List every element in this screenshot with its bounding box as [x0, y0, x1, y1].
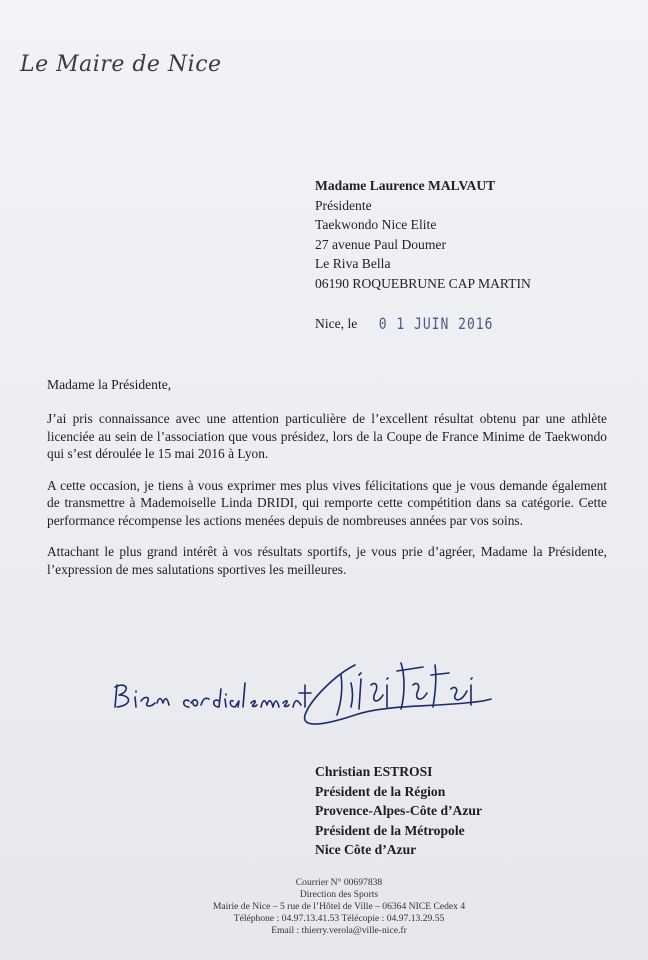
- recipient-street: 27 avenue Paul Doumer: [315, 236, 446, 252]
- recipient-building: Le Riva Bella: [315, 256, 391, 272]
- recipient-address: [315, 176, 531, 294]
- signatory-role-metropole: Président de la Métropole: [315, 822, 465, 838]
- paragraph: A cette occasion, je tiens à vous exprimer mes plus vives félicitations que je vous demande également de transmettre à Mademoiselle Linda DRIDI, qui remporte cette compétition dans sa catégorie. Cette performance récompense les actions menées depuis de nombreuses années par vos soins.: [47, 477, 607, 528]
- signatory-role-region: Président de la Région: [315, 783, 446, 799]
- date-place: Nice, le: [315, 316, 358, 331]
- footer-address: Mairie de Nice – 5 rue de l’Hôtel de Ville – 06364 NICE Cedex 4: [212, 901, 466, 912]
- date-line: [315, 316, 493, 332]
- paragraph: Attachant le plus grand intérêt à vos résultats sportifs, je vous prie d’agréer, Madame la Présidente, l’expression de mes salutations sportives les meilleures.: [47, 544, 607, 577]
- signatory-block: [315, 762, 482, 860]
- footer: [0, 877, 648, 937]
- letterhead: Le Maire de Nice: [20, 52, 222, 77]
- footer-email: Email : thierry.verola@ville-nice.fr: [271, 925, 407, 936]
- footer-phone: Téléphone : 04.97.13.41.53 Télécopie : 04.97.13.29.55: [233, 913, 445, 924]
- recipient-organization: Taekwondo Nice Elite: [315, 217, 437, 233]
- recipient-city: 06190 ROQUEBRUNE CAP MARTIN: [315, 275, 531, 291]
- salutation: Madame la Présidente,: [47, 377, 172, 392]
- recipient-name: Madame Laurence MALVAUT: [315, 178, 496, 193]
- signatory-metropole: Nice Côte d’Azur: [315, 842, 417, 858]
- handwritten-signature: [105, 645, 505, 735]
- date-stamp: 0 1 JUIN 2016: [378, 315, 494, 334]
- recipient-title: Présidente: [315, 197, 372, 213]
- footer-courrier: Courrier N° 00697838: [295, 877, 383, 888]
- footer-direction: Direction des Sports: [299, 889, 379, 900]
- letter-body: [47, 410, 607, 592]
- signatory-region: Provence-Alpes-Côte d’Azur: [315, 803, 482, 819]
- paragraph: J’ai pris connaissance avec une attention particulière de l’excellent résultat obtenu par une athlète licenciée au sein de l’association que vous présidez, lors de la Coupe de France Minime de Taekwondo qui s’est déroulée le 15 mai 2016 à Lyon.: [47, 411, 607, 461]
- signatory-name: Christian ESTROSI: [315, 764, 433, 779]
